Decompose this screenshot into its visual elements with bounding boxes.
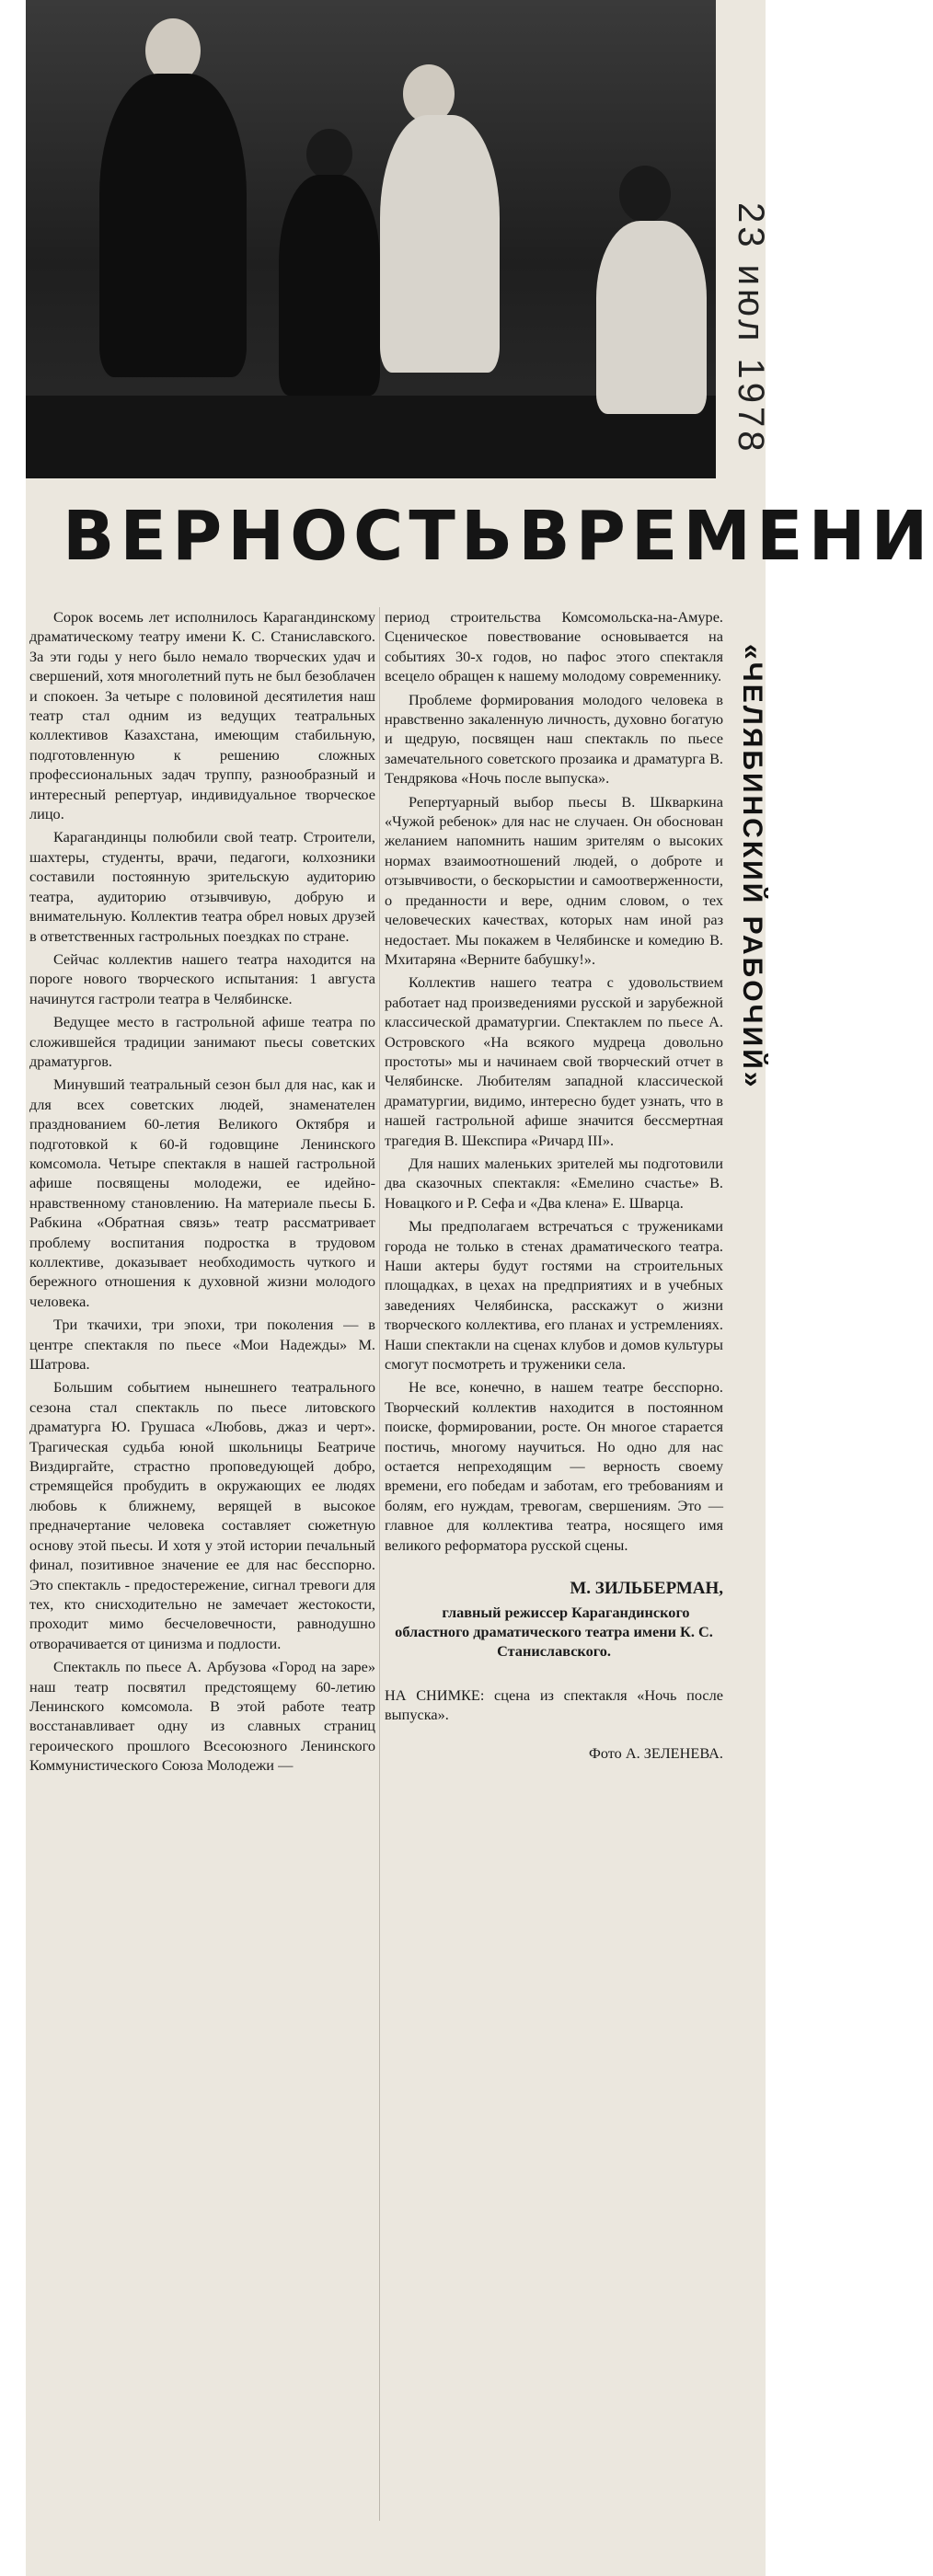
actor-2-figure [279,175,380,396]
author-role: главный режиссер Карагандинского областного драматического театра имени К. С. Станиславского. [395,1603,713,1661]
date-stamp: 23 июл 1978 [731,202,771,455]
actor-4-figure [596,221,707,414]
paragraph: Проблеме формирования молодого человека в нравственно закаленную личность, духовно богатую и щедрую, посвящен наш спектакль по пьесе замечательного советского прозаика и драматурга В. Тендрякова «Ночь после выпуска». [385,690,723,788]
paragraph: Не все, конечно, в нашем театре бесспорно. Творческий коллектив находится в постоянном поиске, формировании, росте. Он многое старается постичь, многому научиться. Но одно для нас остается непреходящим — верность своему времени, его победам и заботам, его требованиям и болям, его нуждам, тревогам, свершениям. Это — главное для коллектива театра, носящего имя великого реформатора русской сцены. [385,1378,723,1554]
actor-3-figure [380,115,500,373]
author-signature [385,1579,723,1662]
actor-2-head [306,129,352,179]
paragraph: период строительства Комсомольска-на-Амуре. Сценическое повествование основывается на событиях 30-х годов, но пафос этого спектакля всецело обращен к нашему молодому современнику. [385,608,723,685]
headline-word-1: ВЕРНОСТЬ [63,497,519,576]
paragraph: Мы предполагаем встречаться с тружениками города не только в стенах драматического театра. Наши актеры будут гостями на строительных площадках, в цехах на предприятиях и в учебных заведениях Челябинска, расскажут о жизни творческого коллектива, его планах и устремлениях. Наши спектакли на сценах клубов и домов культуры смогут посмотреть и труженики села. [385,1217,723,1374]
headline-word-2: ВРЕМЕНИ [518,497,933,576]
newspaper-masthead: «ЧЕЛЯБИНСКИЙ РАБОЧИЙ» [737,644,767,1090]
paragraph: Три ткачихи, три эпохи, три поколения — в центре спектакля по пьесе «Мои Надежды» М. Шатрова. [29,1316,375,1374]
paragraph: Репертуарный выбор пьесы В. Шкваркина «Чужой ребенок» для нас не случаен. Он обоснован желанием напомнить нашим зрителям о высоких нормах взаимоотношений людей, о доброте и отзывчивости, о бескорыстии и самоотверженности, о преданности и вере, одним словом, о тех человеческих качествах, которых нам иной раз недостает. Мы покажем в Челябинске и комедию В. Мхитаряна «Верните бабушку!». [385,792,723,968]
article-column-left [29,607,375,1779]
actor-1-figure [99,74,247,377]
paragraph: Карагандинцы полюбили свой театр. Строители, шахтеры, студенты, врачи, педагоги, колхозники составили постоянную зрительскую аудиторию театра, аудиторию отзывчивую, добрую и внимательную. Коллектив театра обрел новых друзей в ответственных гастрольных поездках по стране. [29,828,375,945]
paragraph: Минувший театральный сезон был для нас, как и для всех советских людей, знаменателен празднованием 60-летия Великого Октября и подготовкой к 60-й годовщине Ленинского комсомола. Четыре спектакля в нашей гастрольной афише посвящены молодежи, ее идейно-нравственному становлению. На материале пьесы Б. Рабкина «Обратная связь» театр рассматривает проблему воспитания подростка в трудовом коллективе, доказывает необходимость чуткого и бережного отношения к духовной жизни молодого человека. [29,1075,375,1310]
article-column-right [385,607,723,1766]
paragraph: Коллектив нашего театра с удовольствием работает над произведениями русской и зарубежной классической драматургии. Спектаклем по пьесе А. Островского «На всякого мудреца довольно простоты» мы и начинаем свой творческий отчет в Челябинске. Любителям западной классической драматургии, видимо, интересно будет узнать, что в нашей гастрольной афише значится бессмертная трагедия В. Шекспира «Ричард III». [385,973,723,1149]
photo-credit: Фото А. ЗЕЛЕНЕВА. [588,1743,723,1762]
paragraph: Большим событием нынешнего театрального сезона стал спектакль по пьесе литовского драматурга Ю. Грушаса «Любовь, джаз и черт». Трагическая судьба юной школьницы Беатриче Виздиргайте, страстно проповедующей добро, стремящейся пробудить в окружающих ее людях любовь к ближнему, верящей в высокое предначертание человека составляет сюжетную основу этой пьесы. И хотя у этой истории печальный финал, позитивное значение ее для нас бесспорно. Это спектакль - предостережение, сигнал тревоги для тех, кто снисходительно не замечает жестокости, проходит мимо бесчеловечности, равнодушно отворачивается от цинизма и подлости. [29,1378,375,1652]
author-name: М. ЗИЛЬБЕРМАН, [570,1579,723,1599]
paragraph: Для наших маленьких зрителей мы подготовили два сказочных спектакля: «Емелино счастье» В. Новацкого и Р. Сефа и «Два клена» Е. Шварца. [385,1154,723,1212]
photo-caption: НА СНИМКЕ: сцена из спектакля «Ночь после выпуска». [385,1685,723,1724]
column-divider [379,607,380,2521]
actor-4-head [619,166,671,223]
paragraph: Ведущее место в гастрольной афише театра по сложившейся традиции занимают пьесы советских драматургов. [29,1013,375,1070]
article-headline [26,497,933,576]
paragraph: Сейчас коллектив нашего театра находится на пороге нового творческого испытания: 1 августа начинутся гастроли театра в Челябинске. [29,949,375,1007]
paragraph: Сорок восемь лет исполнилось Карагандинскому драматическому театру имени К. С. Станиславского. За эти годы у него было немало творческих удач и свершений, хотя многолетний путь не был безоблачен и спокоен. За четыре с половиной десятилетия наш театр стал одним из ведущих театральных коллективов Казахстана, имеющим стабильную, подготовленную к решению сложных профессиональных задач труппу, разнообразный и интересный репертуар, индивидуальное творческое лицо. [29,608,375,823]
paragraph: Спектакль по пьесе А. Арбузова «Город на заре» наш театр посвятил предстоящему 60-летию Ленинского комсомола. В этой работе театр восстанавливает одну из славных страниц героического прошлого Всесоюзного Ленинского Коммунистического Союза Молодежи — [29,1658,375,1775]
stage-photo [26,0,716,478]
